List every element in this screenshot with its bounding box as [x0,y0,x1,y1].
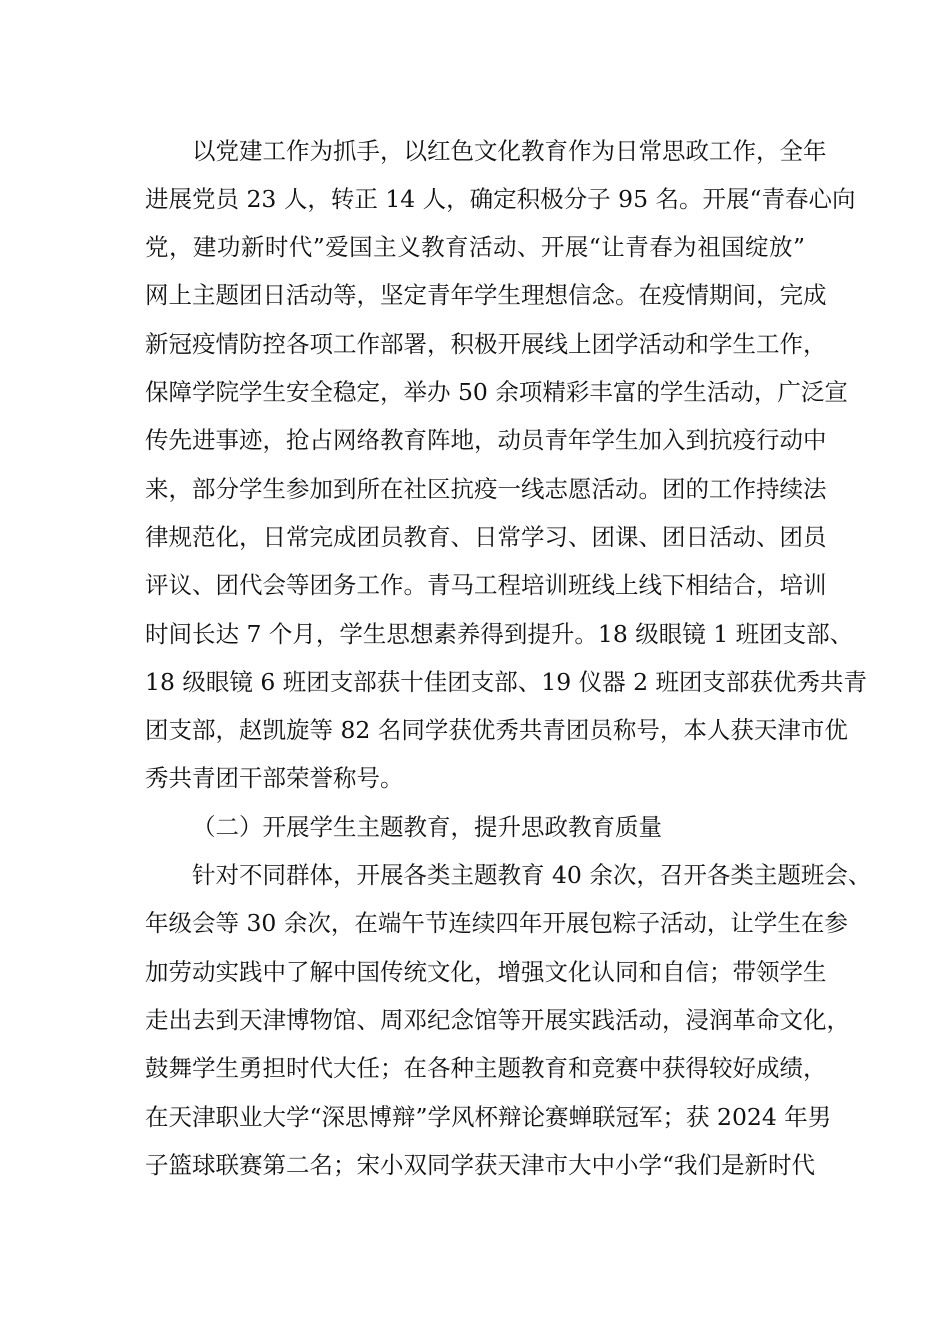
paragraph-2-line-4: 走出去到天津博物馆、周邓纪念馆等开展实践活动，浸润革命文化， [145,1006,850,1034]
paragraph-1-line-7: 传先进事迹，抢占网络教育阵地，动员青年学生加入到抗疫行动中 [145,426,827,454]
paragraph-1-line-5: 新冠疫情防控各项工作部署，积极开展线上团学活动和学生工作， [145,330,827,358]
paragraph-1-line-8: 来，部分学生参加到所在社区抗疫一线志愿活动。团的工作持续法 [145,475,827,503]
paragraph-1-line-3: 党，建功新时代”爱国主义教育活动、开展“让青春为祖国绽放” [145,233,805,261]
paragraph-1-line-13: 团支部，赵凯旋等 82 名同学获优秀共青团员称号，本人获天津市优 [145,716,848,744]
section-heading: （二）开展学生主题教育，提升思政教育质量 [192,813,662,841]
paragraph-2-line-3: 加劳动实践中了解中国传统文化，增强文化认同和自信；带领学生 [145,958,827,986]
paragraph-1-line-1: 以党建工作为抓手，以红色文化教育作为日常思政工作，全年 [192,137,827,165]
paragraph-1-line-6: 保障学院学生安全稳定，举办 50 余项精彩丰富的学生活动，广泛宣 [145,378,848,406]
paragraph-1-line-12: 18 级眼镜 6 班团支部获十佳团支部、19 仪器 2 班团支部获优秀共青 [145,668,868,696]
paragraph-1-line-14: 秀共青团干部荣誉称号。 [145,764,404,792]
paragraph-2-line-1: 针对不同群体，开展各类主题教育 40 余次，召开各类主题班会、 [192,861,872,889]
paragraph-2-line-6: 在天津职业大学“深思博辩”学风杯辩论赛蝉联冠军；获 2024 年男 [145,1103,832,1131]
paragraph-1-line-9: 律规范化，日常完成团员教育、日常学习、团课、团日活动、团员 [145,523,827,551]
paragraph-1-line-2: 进展党员 23 人，转正 14 人，确定积极分子 95 名。开展“青春心向 [145,185,856,213]
paragraph-1-line-10: 评议、团代会等团务工作。青马工程培训班线上线下相结合，培训 [145,571,827,599]
paragraph-1-line-4: 网上主题团日活动等，坚定青年学生理想信念。在疫情期间，完成 [145,281,827,309]
paragraph-2-line-5: 鼓舞学生勇担时代大任；在各种主题教育和竞赛中获得较好成绩， [145,1054,827,1082]
paragraph-2-line-2: 年级会等 30 余次，在端午节连续四年开展包粽子活动，让学生在参 [145,909,848,937]
paragraph-1-line-11: 时间长达 7 个月，学生思想素养得到提升。18 级眼镜 1 班团支部、 [145,620,854,648]
paragraph-2-line-7: 子篮球联赛第二名；宋小双同学获天津市大中小学“我们是新时代 [145,1151,816,1179]
